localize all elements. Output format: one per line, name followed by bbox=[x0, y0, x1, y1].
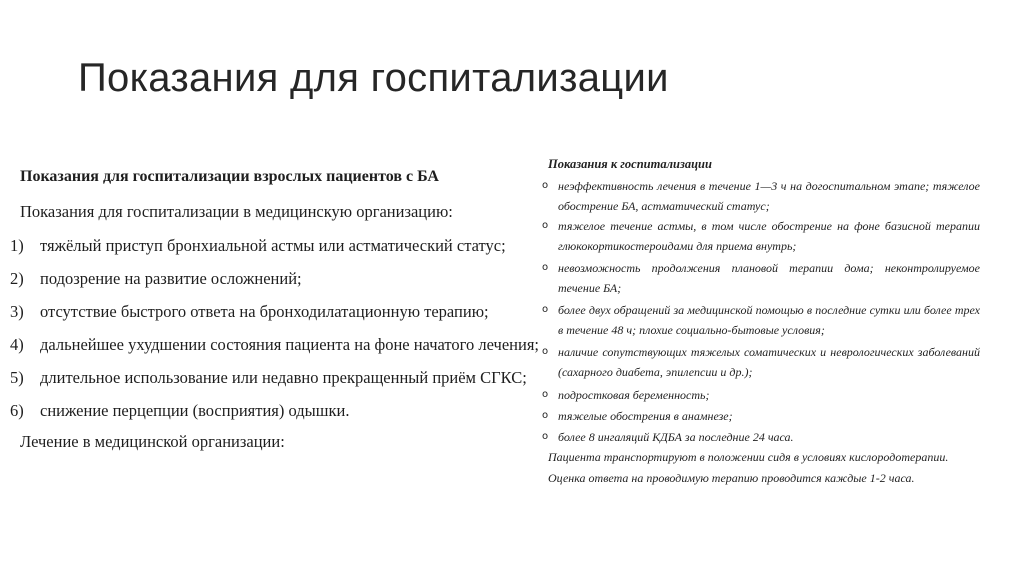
list-item bbox=[10, 335, 539, 355]
bullet-item bbox=[540, 407, 980, 427]
bullet-icon: o bbox=[542, 389, 549, 400]
bullet-icon: o bbox=[542, 262, 549, 273]
bullet-item bbox=[540, 343, 980, 382]
bullet-item bbox=[540, 177, 980, 216]
left-document-heading: Показания для госпитализации взрослых пациентов с БА bbox=[20, 168, 439, 185]
bullet-item bbox=[540, 428, 980, 448]
bullet-icon: o bbox=[542, 180, 549, 191]
list-item-number: 5) bbox=[10, 368, 24, 387]
bullet-icon: o bbox=[542, 304, 549, 315]
bullet-text: наличие сопутствующих тяжелых соматических и неврологических заболеваний (сахарного диабета, эпилепсии и др.); bbox=[558, 345, 980, 379]
bullet-text: тяжелые обострения в анамнезе; bbox=[558, 409, 733, 423]
bullet-item bbox=[540, 217, 980, 256]
bullet-icon: o bbox=[542, 410, 549, 421]
right-document-heading: Показания к госпитализации bbox=[548, 157, 712, 171]
bullet-text: невозможность продолжения плановой терапии дома; неконтролируемое течение БА; bbox=[558, 261, 980, 295]
list-item bbox=[10, 302, 489, 322]
bullet-text: неэффективность лечения в течение 1—3 ч на догоспитальном этапе; тяжелое обострение БА, астматический статус; bbox=[558, 179, 980, 213]
list-item bbox=[10, 401, 349, 421]
bullet-icon: o bbox=[542, 346, 549, 357]
right-document-note: Оценка ответа на проводимую терапию проводится каждые 1-2 часа. bbox=[548, 471, 915, 485]
bullet-icon: o bbox=[542, 220, 549, 231]
slide-title: Показания для госпитализации bbox=[78, 56, 669, 100]
list-item-number: 3) bbox=[10, 302, 24, 321]
bullet-text: тяжелое течение астмы, в том числе обострение на фоне базисной терапии глюкокортикостероидами для приема внутрь; bbox=[558, 219, 980, 253]
bullet-item bbox=[540, 386, 980, 406]
left-document-intro: Показания для госпитализации в медицинскую организацию: bbox=[20, 202, 453, 221]
list-item bbox=[10, 236, 506, 256]
list-item-number: 6) bbox=[10, 401, 24, 420]
list-item-text: длительное использование или недавно прекращенный приём СГКС; bbox=[40, 368, 527, 387]
list-item-text: подозрение на развитие осложнений; bbox=[40, 269, 302, 288]
left-document-footer: Лечение в медицинской организации: bbox=[20, 432, 285, 451]
list-item-text: дальнейшее ухудшении состояния пациента на фоне начатого лечения; bbox=[40, 335, 539, 354]
bullet-text: более 8 ингаляций КДБА за последние 24 часа. bbox=[558, 430, 794, 444]
list-item-text: отсутствие быстрого ответа на бронходилатационную терапию; bbox=[40, 302, 489, 321]
list-item-text: снижение перцепции (восприятия) одышки. bbox=[40, 401, 350, 420]
list-item-number: 4) bbox=[10, 335, 24, 354]
list-item-number: 2) bbox=[10, 269, 24, 288]
list-item bbox=[10, 368, 527, 388]
bullet-text: подростковая беременность; bbox=[558, 388, 710, 402]
list-item bbox=[10, 269, 302, 289]
bullet-icon: o bbox=[542, 431, 549, 442]
bullet-text: более двух обращений за медицинской помощью в последние сутки или более трех в течение 48 ч; плохие социально-бытовые условия; bbox=[558, 303, 980, 337]
right-document-note: Пациента транспортируют в положении сидя в условиях кислородотерапии. bbox=[548, 450, 949, 464]
list-item-number: 1) bbox=[10, 236, 24, 255]
bullet-item bbox=[540, 301, 980, 340]
list-item-text: тяжёлый приступ бронхиальной астмы или астматический статус; bbox=[40, 236, 506, 255]
bullet-item bbox=[540, 259, 980, 298]
